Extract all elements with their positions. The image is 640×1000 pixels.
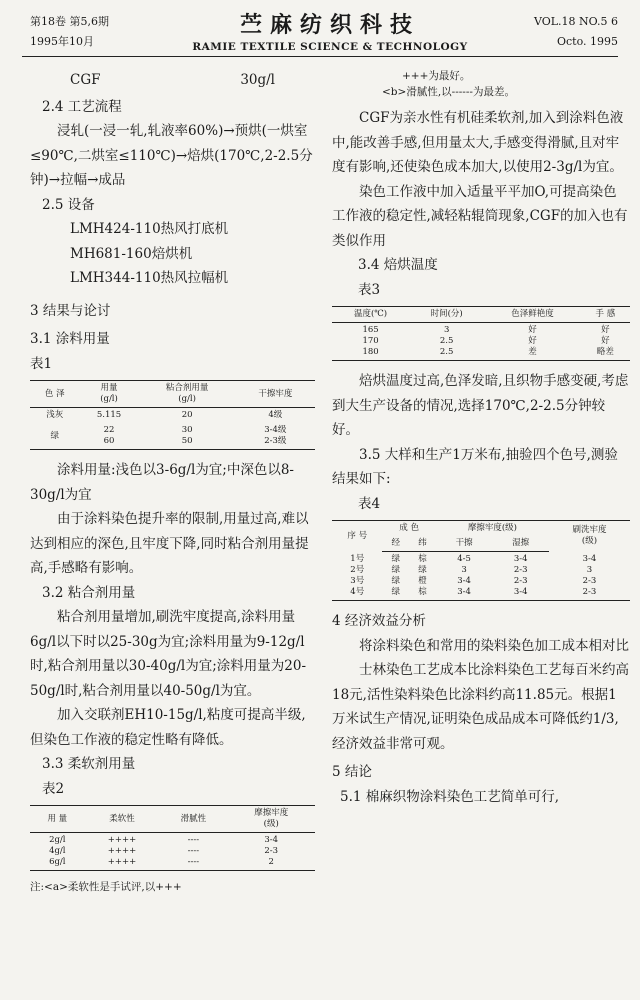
table-cell: 5.115 — [96, 410, 122, 420]
t4-header: 摩擦牢度(级) — [436, 521, 549, 537]
t4-header: 刷洗牢度 (级) — [549, 521, 630, 552]
t1-header: 粘合剂用量 (g/l) — [139, 381, 236, 408]
journal-masthead — [190, 8, 470, 53]
t4-header: 序 号 — [332, 521, 382, 552]
header-right — [534, 12, 618, 52]
section-3-3-title: 3.3 柔软剂用量 — [42, 756, 136, 772]
t2-header: 摩擦牢度 (级) — [227, 806, 315, 833]
volume-issue: 第18卷 第5,6期 — [30, 15, 109, 28]
table-2 — [30, 805, 315, 871]
table-row — [30, 833, 315, 871]
paragraph-3-3-a: CGF为亲水性有机硅柔软剂,加入到涂料色液中,能改善手感,但用量太大,手感变得滑腻,且对牢度有影响,还使染色成本加大,以使用2-3g/l为宜。 — [332, 110, 624, 175]
t2-header: 柔软性 — [85, 806, 160, 833]
section-3-title: 3 结果与论讨 — [30, 302, 111, 319]
table-cell: 165 170 180 — [332, 323, 409, 361]
table-1-label: 表1 — [30, 355, 53, 372]
table-cell: 20 — [181, 410, 193, 420]
t4-subheader: 经 — [382, 536, 409, 552]
t4-header: 成 色 — [382, 521, 435, 537]
paragraph-4-b: 士林染色工艺成本比涂料染色工艺每百米约高18元,活性染料染色比涂料约高11.85元。根据1万米试生产情况,证明染色成品成本可降低约1/3,经济效益非常可观。 — [332, 662, 629, 752]
table-cell: 3-4级 2-3级 — [236, 423, 315, 450]
paragraph-5-1: 5.1 棉麻织物涂料染色工艺简单可行, — [340, 788, 560, 805]
table-1 — [30, 380, 315, 450]
table-cell: ---- ---- ---- — [159, 833, 227, 871]
equipment-1: LMH424-110热风打底机 — [70, 221, 229, 237]
process-flow-text: 浸轧(一浸一轧,轧液率60%)→预烘(一烘室≤90℃,二烘室≤110℃)→焙烘(170℃,2-2.5分钟)→拉幅→成品 — [30, 123, 313, 188]
paragraph-3-3-b: 染色工作液中加入适量平平加O,可提高染色工作液的稳定性,减轻粘辊筒现象,CGF的加入也有类似作用 — [332, 183, 628, 249]
table-cell: 3-4 2-3 2 — [227, 833, 315, 871]
header-rule — [22, 56, 618, 57]
paragraph-4-a: 将涂料染色和常用的染料染色加工成本相对比 — [359, 637, 629, 654]
section-5-title: 5 结论 — [332, 764, 372, 780]
right-column — [332, 68, 630, 809]
journal-title-en: RAMIE TEXTILE SCIENCE & TECHNOLOGY — [192, 41, 468, 53]
cgf-line — [30, 68, 315, 93]
paragraph-3-2-b: 加入交联剂EH10-15g/l,粘度可提高半级,但染色工作液的稳定性略有降低。 — [30, 707, 306, 748]
journal-title-cn: 苎麻纺织科技 — [239, 12, 420, 38]
t3-header: 色泽鲜艳度 — [484, 307, 581, 323]
section-4-title: 4 经济效益分析 — [332, 613, 426, 629]
table-cell: 好 好 略差 — [581, 323, 630, 361]
table-2-note: 注:<a>柔软性是手试评,以+++ — [30, 881, 182, 893]
header-left — [30, 12, 109, 52]
table-cell: 3 2.5 2.5 — [409, 323, 484, 361]
table-2-note-cont-2: <b>滑腻性,以------为最差。 — [382, 86, 515, 98]
paragraph-3-1-b: 由于涂料染色提升率的限制,用量过高,难以达到相应的深色,且牢度下降,同时粘合剂用量提高,手感略有影响。 — [30, 511, 309, 576]
publish-date: 1995年10月 — [30, 35, 94, 48]
table-cell: 22 60 — [79, 423, 138, 450]
table-row — [30, 423, 315, 450]
section-3-4-title: 3.4 焙烘温度 — [358, 257, 438, 273]
equipment-2: MH681-160焙烘机 — [70, 245, 193, 262]
table-row — [332, 323, 630, 361]
section-3-2-title: 3.2 粘合剂用量 — [42, 584, 136, 601]
cgf-amount: 30g/l — [240, 72, 275, 88]
table-3-label: 表3 — [358, 281, 381, 298]
paragraph-3-1-a: 涂料用量:浅色以3-6g/l为宜;中深色以8-30g/l为宜 — [30, 462, 294, 503]
table-cell: 30 50 — [139, 423, 236, 450]
t2-header: 滑腻性 — [159, 806, 227, 833]
t2-header: 用 量 — [30, 806, 85, 833]
left-column — [30, 68, 315, 895]
table-2-label: 表2 — [42, 780, 65, 797]
t1-header: 干擦牢度 — [236, 381, 315, 408]
t4-subheader: 干擦 — [436, 536, 493, 552]
t1-header: 用量 (g/l) — [79, 381, 138, 408]
table-3 — [332, 306, 630, 361]
table-cell: 2g/l 4g/l 6g/l — [30, 833, 85, 871]
cgf-name: CGF — [70, 72, 101, 88]
paragraph-3-5: 3.5 大样和生产1万米布,抽验四个色号,测验结果如下: — [332, 446, 618, 487]
t4-subheader: 湿擦 — [492, 536, 549, 552]
table-row — [30, 408, 315, 424]
table-cell: 绿 — [30, 423, 79, 450]
table-4 — [332, 520, 630, 601]
table-cell: 棕 绿 橙 棕 — [409, 552, 436, 601]
table-cell: 3-4 3 2-3 2-3 — [549, 552, 630, 601]
date-en: Octo. 1995 — [556, 35, 618, 48]
equipment-3: LMH344-110热风拉幅机 — [70, 270, 229, 286]
table-cell: 绿 绿 绿 绿 — [382, 552, 409, 601]
table-4-label: 表4 — [358, 495, 381, 512]
table-2-note-cont-1: +++为最好。 — [402, 70, 471, 82]
table-cell: 4级 — [268, 410, 283, 420]
t4-subheader: 纬 — [409, 536, 436, 552]
section-2-4-title: 2.4 工艺流程 — [42, 98, 122, 115]
table-cell: 4-5 3 3-4 3-4 — [436, 552, 493, 601]
table-cell: 好 好 差 — [484, 323, 581, 361]
t3-header: 手 感 — [581, 307, 630, 323]
table-cell: 1号 2号 3号 4号 — [332, 552, 382, 601]
paragraph-3-4: 焙烘温度过高,色泽发暗,且织物手感变硬,考虑到大生产设备的情况,选择170℃,2-2.5分钟较好。 — [332, 373, 629, 438]
table-cell: 浅灰 — [46, 410, 64, 420]
table-cell: 3-4 2-3 2-3 3-4 — [492, 552, 549, 601]
section-2-5-title: 2.5 设备 — [42, 196, 95, 213]
t3-header: 温度(℃) — [332, 307, 409, 323]
volume-en: VOL.18 NO.5 6 — [533, 15, 618, 28]
paragraph-3-2-a: 粘合剂用量增加,刷洗牢度提高,涂料用量6g/l以下时以25-30g为宜;涂料用量为9-12g/l时,粘合剂用量以30-40g/l为宜;涂料用量为20-50g/l时,粘合剂用量以40-50g/l为宜。 — [30, 609, 307, 699]
table-cell: ++++ ++++ ++++ — [85, 833, 160, 871]
section-3-1-title: 3.1 涂料用量 — [30, 331, 110, 347]
t3-header: 时间(分) — [409, 307, 484, 323]
table-row — [332, 552, 630, 601]
t1-header: 色 泽 — [30, 381, 79, 408]
